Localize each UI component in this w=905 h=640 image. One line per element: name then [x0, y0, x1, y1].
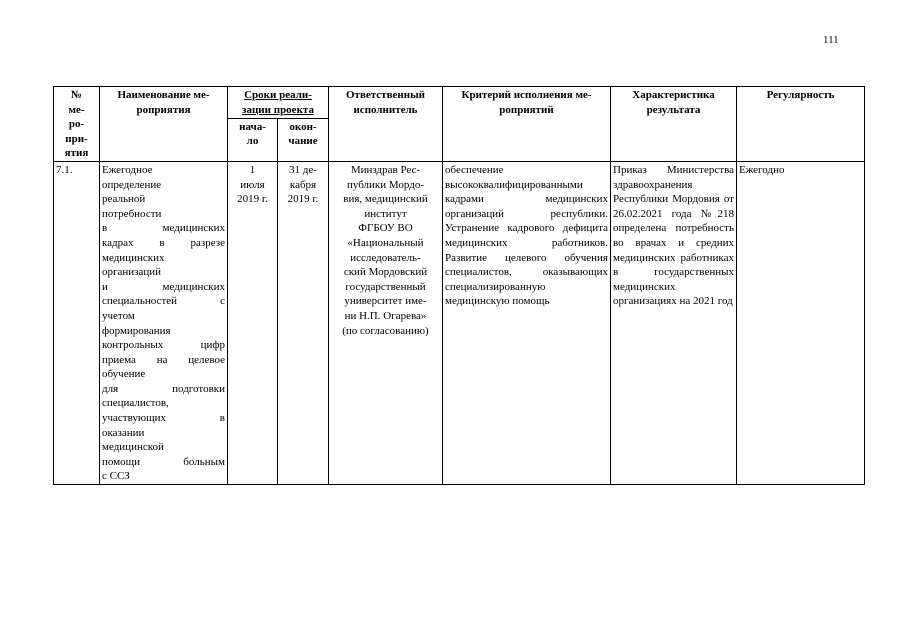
text-line: роприятия — [136, 103, 191, 116]
text-line: 1 — [249, 163, 256, 176]
header-executor — [329, 87, 443, 162]
text-line: для подготовки — [102, 382, 225, 395]
text-line: исполнитель — [353, 103, 418, 116]
header-terms: Сроки реали- зации проекта — [228, 87, 329, 119]
header-name — [100, 87, 228, 162]
text-line: Характеристика — [632, 89, 715, 101]
text-line: государственный — [345, 280, 426, 293]
text-line: специальностей с — [102, 295, 225, 308]
text-line: ло — [246, 135, 259, 148]
header-row-1 — [54, 87, 865, 119]
text-line: Критерий исполнения ме- — [461, 89, 592, 101]
cell-start — [228, 161, 278, 484]
text-line: Ответственный — [345, 89, 426, 101]
text-line: ский Мордовский — [343, 266, 428, 279]
text-line: определение — [102, 178, 162, 191]
text-line: июля — [240, 178, 265, 191]
text-line: реальной — [102, 193, 146, 206]
text-line: исследователь- — [350, 251, 421, 264]
text-line: институт — [364, 207, 407, 220]
cell-end — [278, 161, 329, 484]
page-number: 111 — [823, 34, 839, 46]
table-row — [54, 161, 865, 484]
text-line: и медицинских — [102, 280, 225, 293]
text-line: участвующих в — [102, 412, 225, 425]
header-num — [54, 87, 100, 162]
text-line: роприятий — [499, 103, 554, 116]
text-line: контрольных цифр — [102, 339, 225, 352]
text-line: учетом — [102, 309, 135, 322]
text-line: Наименование ме- — [117, 89, 210, 101]
cell-name — [100, 161, 228, 484]
text-line: при- — [65, 132, 88, 145]
text-line: вия, медицинский — [343, 193, 428, 206]
text-line: медицинской — [102, 441, 164, 454]
header-result — [611, 87, 737, 162]
text-line: № — [70, 89, 83, 101]
text-line: в медицинских — [102, 222, 225, 235]
events-table — [53, 86, 865, 485]
text-line: (по согласованию) — [342, 324, 429, 337]
cell-num: 7.1. — [54, 161, 100, 484]
text-line: с ССЗ — [102, 470, 130, 483]
text-line: Минздрав Рес- — [350, 163, 421, 176]
text-line: кабря — [289, 178, 317, 191]
text-line: нача- — [239, 120, 266, 133]
text-line: приема на целевое — [102, 353, 225, 366]
text-line: специалистов, — [102, 397, 169, 410]
header-regularity: Регулярность — [737, 87, 865, 162]
text-line: обучение — [102, 368, 146, 381]
text-line: результата — [646, 103, 701, 116]
text-line: кадрах в разрезе — [102, 236, 225, 249]
header-end — [278, 118, 329, 161]
cell-result: Приказ Министерства здравоохранения Республики Мордовия от 26.02.2021 года №218 определена потребность во врачах и средних медицинских работниках в государственных медицинских организациях на 2021 год — [611, 161, 737, 484]
text-line: ро- — [68, 118, 85, 131]
text-line: организаций — [102, 266, 162, 279]
header-start — [228, 118, 278, 161]
text-line: окон- — [289, 120, 317, 133]
text-line: ни Н.П. Огарева» — [344, 309, 427, 322]
text-line: ятия — [64, 147, 89, 160]
cell-regularity: Ежегодно — [737, 161, 865, 484]
cell-executor — [329, 161, 443, 484]
text-line: ме- — [68, 103, 85, 116]
text-line: 31 де- — [289, 163, 317, 176]
text-line: Ежегодное — [102, 163, 153, 176]
text-line: потребности — [102, 207, 162, 220]
text-line: чание — [288, 135, 318, 148]
text-line: 2019 г. — [287, 193, 319, 206]
header-criterion — [443, 87, 611, 162]
text-line: помощи больным — [102, 455, 225, 468]
cell-criterion: обеспечение высококвалифицированными кадрами медицинских организаций республики. Устранение кадрового дефицита медицинских работников. Развитие целевого обучения специалистов, оказывающих специализированную медицинскую помощь — [443, 161, 611, 484]
text-line: формирования — [102, 324, 171, 337]
text-line: ФГБОУ ВО — [358, 222, 413, 235]
text-line: «Национальный — [347, 236, 424, 249]
text-line: медицинских — [102, 251, 165, 264]
text-line: университет име- — [344, 295, 427, 308]
text-line: 2019 г. — [237, 193, 268, 206]
text-line: оказании — [102, 426, 145, 439]
text-line: публики Мордо- — [346, 178, 425, 191]
